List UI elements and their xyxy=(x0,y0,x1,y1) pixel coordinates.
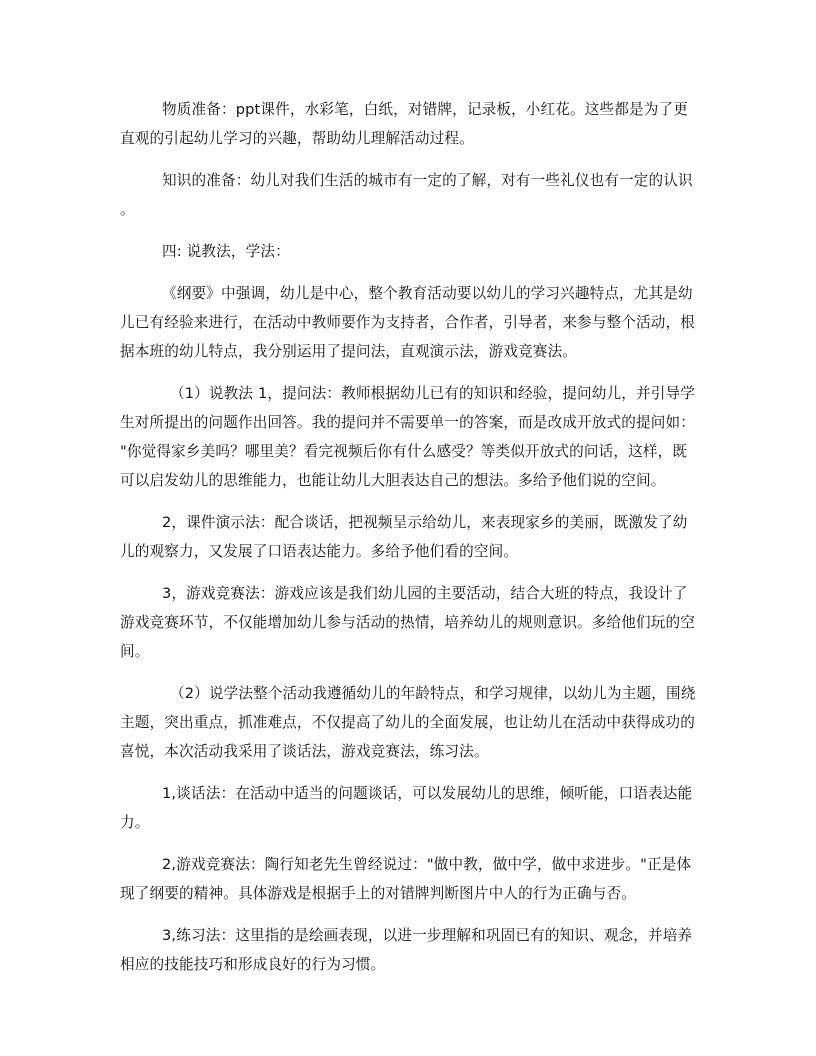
paragraph-learning-methods: （2）说学法整个活动我遵循幼儿的年龄特点，和学习规律，以幼儿为主题，围绕主题，突出重点，抓准难点，不仅提高了幼儿的全面发展，也让幼儿在活动中获得成功的喜悦，本次活动我采用了谈话法，游戏竞赛法，练习法。 xyxy=(120,685,696,760)
paragraph-outline-emphasis: 《纲要》中强调，幼儿是中心，整个教育活动要以幼儿的学习兴趣特点，尤其是幼儿已有经验来进行，在活动中教师要作为支持者，合作者，引导者，来参与整个活动，根据本班的幼儿特点，我分别运用了提问法，直观演示法，游戏竞赛法。 xyxy=(120,285,696,360)
section-heading-teaching-methods: 四: 说教法，学法： xyxy=(162,243,290,260)
paragraph-game-method-quote: 2,游戏竞赛法：陶行知老先生曾经说过："做中教，做中学，做中求进步。"正是体现了纲要的精神。具体游戏是根据手上的对错牌判断图片中人的行为正确与否。 xyxy=(120,856,692,902)
paragraph-questioning-method: （1）说教法 1，提问法：教师根据幼儿已有的知识和经验，提问幼儿，并引导学生对所提出的问题作出回答。我的提问并不需要单一的答案，而是改成开放式的提问如："你觉得家乡美吗？哪里美？看完视频后你有什么感受？等类似开放式的问话，这样，既可以启发幼儿的思维能力，也能让幼儿大胆表达自己的想法。多给予他们说的空间。 xyxy=(120,385,696,489)
paragraph-practice-method: 3,练习法：这里指的是绘画表现，以进一步理解和巩固已有的知识、观念，并培养相应的技能技巧和形成良好的行为习惯。 xyxy=(120,927,693,973)
paragraph-courseware-demo-method: 2，课件演示法：配合谈话，把视频呈示给幼儿，来表现家乡的美丽，既激发了幼儿的观察力，又发展了口语表达能力。多给予他们看的空间。 xyxy=(120,514,688,560)
paragraph-game-competition-method: 3，游戏竞赛法：游戏应该是我们幼儿园的主要活动，结合大班的特点，我设计了游戏竞赛环节，不仅能增加幼儿参与活动的热情，培养幼儿的规则意识。多给他们玩的空间。 xyxy=(120,585,696,660)
document-body xyxy=(120,95,698,992)
paragraph-conversation-method: 1,谈话法：在活动中适当的问题谈话，可以发展幼儿的思维，倾听能，口语表达能力。 xyxy=(120,785,693,831)
paragraph-material-preparation: 物质准备：ppt课件，水彩笔，白纸，对错牌，记录板，小红花。这些都是为了更直观的引起幼儿学习的兴趣，帮助幼儿理解活动过程。 xyxy=(120,101,688,147)
paragraph-knowledge-preparation: 知识的准备：幼儿对我们生活的城市有一定的了解，对有一些礼仪也有一定的认识。 xyxy=(120,172,693,218)
